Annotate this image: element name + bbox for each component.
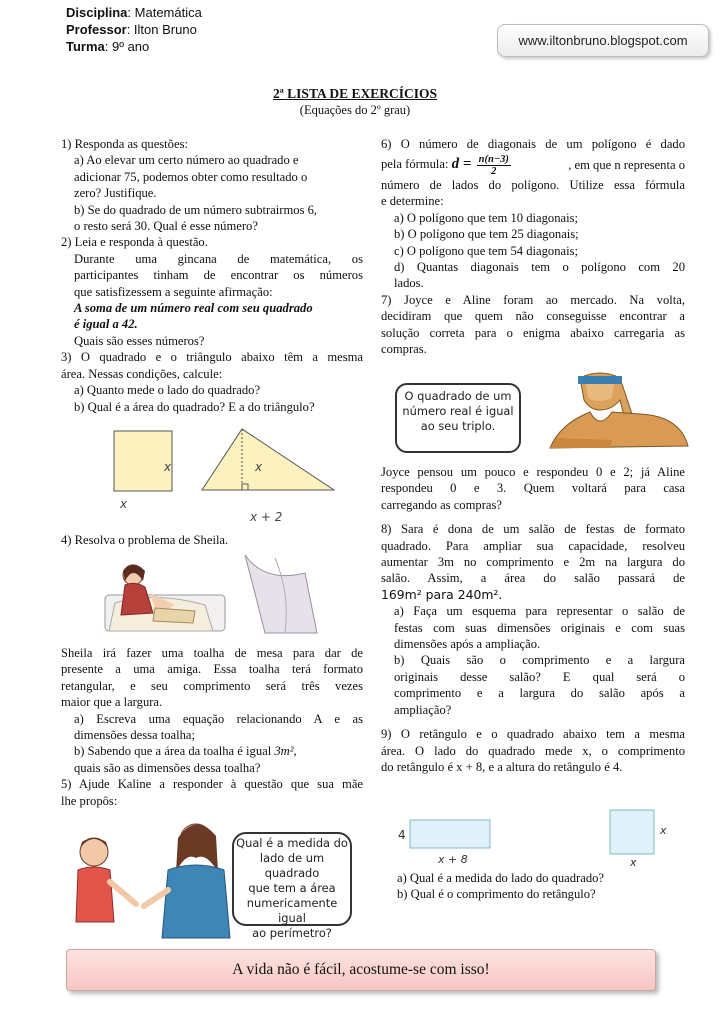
q2-text: que satisfizessem a seguinte afirmação:	[74, 284, 273, 299]
square-side-label: x	[660, 824, 667, 837]
bubble-line: lado de um quadrado	[259, 851, 325, 880]
q2-statement: A soma de um número real com seu quadrado	[74, 301, 313, 316]
blog-url-box[interactable]: www.iltonbruno.blogspot.com	[497, 24, 709, 57]
q9-text: do retângulo é x + 8, e a altura do retângulo é 4.	[381, 759, 623, 774]
bubble-line: que tem a área	[248, 881, 336, 895]
q8b-text: originais desse salão? E qual será o	[394, 669, 685, 684]
q4-text: retangular, e seu comprimento será três vezes	[61, 678, 363, 693]
q8a-text: dimensões após a ampliação.	[394, 637, 541, 652]
spacer	[381, 513, 685, 521]
fraction-denominator: 2	[491, 166, 497, 178]
spacer	[381, 718, 685, 726]
bubble-line: numericamente igual	[246, 896, 338, 925]
rectangle-square-figure	[394, 808, 684, 870]
q9b: b) Qual é o comprimento do retângulo?	[397, 887, 596, 902]
q2-intro: 2) Leia e responda à questão.	[61, 235, 208, 250]
q6-formula-line	[381, 152, 685, 177]
q8b-text: comprimento e a largura do salão após a	[394, 686, 685, 701]
q4b-area: 3m²,	[274, 744, 297, 759]
q3b: b) Qual é a área do quadrado? E a do triângulo?	[74, 399, 315, 414]
triangle-shape	[202, 429, 334, 490]
q7-text: solução correta para o enigma abaixo carregaria as	[381, 325, 685, 340]
rectangle-height-label: 4	[398, 828, 406, 842]
q4b-line	[61, 743, 363, 759]
right-column-top	[381, 136, 685, 357]
q9-questions	[397, 870, 687, 903]
q8-text: aumentar 3m no comprimento e 2m na largura do	[381, 555, 685, 570]
q4-text: Sheila irá fazer uma toalha de mesa para dar de	[61, 646, 363, 660]
q6-item: lados.	[394, 276, 424, 291]
q2-text: Durante uma gincana de matemática, os	[74, 251, 363, 266]
q7-after-text: carregando as compras?	[381, 497, 502, 512]
q3a: a) Quanto mede o lado do quadrado?	[74, 383, 261, 398]
class-line: Turma: 9º ano	[66, 39, 150, 54]
q1b-line: b) Se do quadrado de um número subtrairmos 6,	[74, 202, 318, 217]
q6-text: e determine:	[381, 194, 444, 209]
q5-text: 5) Ajude Kaline a responder à questão que sua mãe	[61, 777, 363, 792]
q3-text: 3) O quadrado e o triângulo abaixo têm a mesma	[61, 350, 363, 365]
q9-text: 9) O retângulo e o quadrado abaixo tem a mesma	[381, 727, 685, 742]
q8-text: quadrado. Para ampliar sua capacidade, resolveu	[381, 538, 685, 553]
q9-text: área. O lado do quadrado mede x, o comprimento	[381, 743, 685, 758]
discipline-line: Disciplina: Matemática	[66, 5, 202, 20]
triangle-height-label: x	[255, 460, 263, 474]
q6-formula-d: d =	[451, 156, 472, 173]
q2-text: participantes tinham de encontrar os números	[74, 268, 363, 283]
sheila-illustration	[95, 553, 320, 641]
q1a-line: zero? Justifique.	[74, 186, 157, 201]
bubble-line: O quadrado de um	[404, 389, 512, 403]
q7-after-text: Joyce pensou um pouco e respondeu 0 e 2; já Aline	[381, 465, 685, 479]
kaline-question-bubble	[232, 832, 352, 940]
q4-intro-block	[61, 532, 363, 548]
q5-text: lhe propôs:	[61, 793, 118, 808]
q4a-text: a) Escreva uma equação relacionando A e as	[74, 711, 363, 726]
q6-text: número de lados do polígono. Utilize essa fórmula	[381, 178, 685, 193]
square-bottom-label: x	[120, 497, 128, 511]
q4-intro: 4) Resolva o problema de Sheila.	[61, 533, 229, 547]
bubble-line: ao seu triplo.	[420, 419, 496, 433]
bubble-line: Qual é a medida do	[236, 836, 348, 850]
page-subtitle: (Equações do 2º grau)	[299, 103, 411, 117]
left-column-bottom	[61, 645, 363, 809]
q6-text: 6) O número de diagonais de um polígono é dado	[381, 137, 685, 151]
page-title: 2ª LISTA DE EXERCÍCIOS	[273, 86, 437, 101]
q6-formula-prefix: pela fórmula:	[381, 157, 449, 172]
q8-text: 8) Sara é dona de um salão de festas de formato	[381, 522, 685, 537]
square-bottom-label: x	[630, 856, 637, 869]
bubble-line: número real é igual	[402, 404, 514, 418]
square-triangle-figure	[112, 423, 342, 527]
riddle-bubble	[395, 383, 521, 453]
q1b-line: o resto será 30. Qual é esse número?	[74, 219, 258, 234]
q7-after-text: respondeu 0 e 3. Quem voltará para casa	[381, 481, 685, 496]
q2-question: Quais são esses números?	[74, 333, 205, 348]
left-column-top	[61, 136, 363, 415]
q4a-text: dimensões dessa toalha;	[74, 728, 196, 743]
q6-formula-suffix: , em que n representa o	[568, 157, 685, 172]
sphinx-illustration	[520, 370, 690, 454]
q6-formula-fraction	[477, 154, 511, 177]
q7-text: compras.	[381, 342, 427, 357]
q1-intro: 1) Responda as questões:	[61, 137, 188, 151]
q6-item: c) O polígono que tem 54 diagonais;	[394, 243, 578, 258]
right-column-mid	[381, 464, 685, 775]
q8b-text: b) Quais são o comprimento e a largura	[394, 653, 685, 668]
q4-text: maior que a largura.	[61, 695, 163, 710]
q1a-line: adicionar 75, podemos obter como resultado o	[74, 169, 308, 184]
square-shape	[610, 810, 654, 854]
q6-item: d) Quantas diagonais tem o polígono com 20	[394, 260, 685, 275]
q8-area: 169m² para 240m².	[381, 586, 503, 602]
q8b-text: ampliação?	[394, 702, 452, 717]
square-side-label: x	[164, 460, 172, 474]
q8-text: salão. Assim, a área do salão passará de	[381, 571, 685, 586]
q6-item: b) O polígono que tem 25 diagonais;	[394, 227, 579, 242]
footer-quote: A vida não é fácil, acostume-se com isso!	[66, 949, 656, 991]
triangle-base-label: x + 2	[250, 510, 283, 524]
rectangle-length-label: x + 8	[438, 853, 468, 866]
q4-text: presente a uma amiga. Essa toalha terá formato	[61, 662, 363, 677]
q8a-text: festas com suas dimensões originais e com suas	[394, 620, 685, 635]
q2-statement: é igual a 42.	[74, 317, 138, 332]
q7-text: decidiram que quem não conseguisse encontrar a	[381, 309, 685, 324]
kaline-illustration	[64, 812, 234, 940]
q4b-rest: quais são as dimensões dessa toalha?	[74, 760, 261, 775]
header-info	[66, 4, 202, 55]
q6-item: a) O polígono que tem 10 diagonais;	[394, 210, 578, 225]
rectangle-shape	[410, 820, 490, 848]
q3-text: área. Nessas condições, calcule:	[61, 366, 223, 381]
teacher-line: Professor: Ilton Bruno	[66, 22, 197, 37]
bubble-line: ao perímetro?	[252, 926, 332, 940]
q7-text: 7) Joyce e Aline foram ao mercado. Na volta,	[381, 292, 685, 307]
q8a-text: a) Faça um esquema para representar o salão de	[394, 604, 685, 619]
q9a: a) Qual é a medida do lado do quadrado?	[397, 871, 605, 885]
fraction-numerator: n(n−3)	[478, 154, 509, 166]
q4b-prefix: b) Sabendo que a área da toalha é igual	[74, 744, 272, 759]
q1a-line: a) Ao elevar um certo número ao quadrado e	[74, 153, 299, 168]
